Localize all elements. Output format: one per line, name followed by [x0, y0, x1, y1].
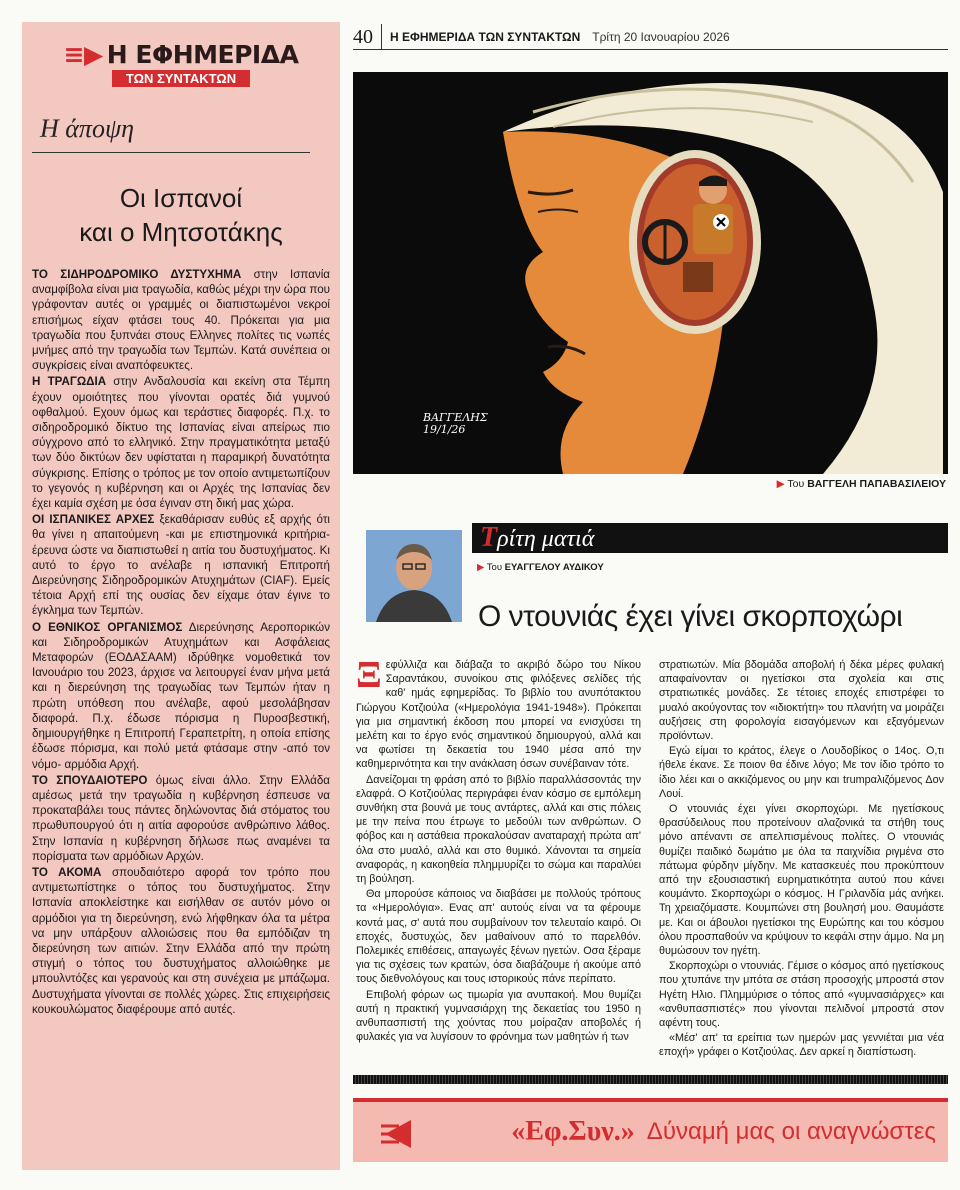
cartoon [353, 72, 948, 474]
opinion-paragraph [32, 773, 330, 864]
opinion-paragraph [32, 512, 330, 618]
paragraph-text: όμως είναι άλλο. Στην Ελλάδα αμέσως μετά την τραγωδία η κυβέρνηση έσπευσε να προκαταβάλει τους πάντες δηλώνοντας διά στόματος του πρωθυπουργού ότι η αιτία αφορούσε ανθρώπινο λάθος. Στην Ισπανία η κυβέρνηση δήλωσε πως αναμένει τα πορίσματα των αρμόδιων Αρχών. [32, 773, 330, 863]
page-number: 40 [353, 24, 382, 50]
paragraph-text: στην Ισπανία αναμφίβολα είναι μια τραγωδία, καθώς μέχρι την ώρα που γράφονταν αυτές οι γραμμές οι διαπιστωμένοι νεκροί επισήμως είχαν φτάσει τους 40. Πρόκειται για μια τραγωδία που ξυπνάει στους Ελληνες πολίτες τις νωπές μνήμες από την τραγωδία των Τεμπών. Κατά συνέπεια οι συγκρίσεις είναι αναπόφευκτες. [32, 268, 330, 373]
opinion-paragraph [32, 865, 330, 1017]
author-photo [366, 530, 462, 622]
paragraph-lead: ΤΟ ΣΠΟΥΔΑΙΟΤΕΡΟ [32, 773, 148, 787]
logo-mark-icon: ≡▶ [63, 40, 103, 69]
article-headline: Ο ντουνιάς έχει γίνει σκορποχώρι [478, 600, 903, 633]
opinion-title-line-1: Οι Ισπανοί [119, 183, 243, 213]
signature-name: ΒΑΓΓΕΛΗΣ [423, 411, 488, 424]
artist-signature [423, 412, 488, 436]
article-body [356, 654, 944, 1061]
opinion-paragraph [32, 374, 330, 511]
paragraph-lead: Ο ΕΘΝΙΚΟΣ ΟΡΓΑΝΙΣΜΟΣ [32, 620, 183, 634]
article-column-2 [659, 658, 944, 1061]
opinion-paragraph [32, 620, 330, 772]
column-name-initial: Τ [480, 522, 498, 553]
article-paragraph: Σκορποχώρι ο ντουνιάς. Γέμισε ο κόσμος από ηγετίσκους που χτυπάνε την μπότα σε στάση προσοχής μπροστά στον Ηγέτη Ηλιο. Πλημμύρισε ο τόπος από «γυμνασιάρχες» και «ανθυπασπιστές» που γίνονται πελιδνοί μπροστά στον αφέντη τους. [659, 960, 944, 1030]
section-label: Η άποψη [32, 94, 310, 153]
promo-mark-icon [381, 1116, 425, 1157]
page-header [353, 24, 948, 50]
cartoon-credit [777, 478, 946, 490]
paragraph-text: σπουδαιότερο αφορά τον τρόπο που αντιμετωπίστηκε ο τόπος του δυστυχήματος. Στην Ισπανία αποκλείστηκε και εισήλθαν σε αυτόν μόνο οι αρμόδιοι για τη διερεύνηση, ενώ λήφθηκαν όλα τα μέτρα να μην υπάρξουν αλλοιώσεις που θα εμπόδιζαν τη διερεύνηση των αιτιών. Στην Ελλάδα από την πρώτη στιγμή ο τόπος του δυστυχήματος αλλοιώθηκε με μπουλντόζες και γερανούς και στη συνέχεια με μπάζωμα. Δυστυχήματα γίνονται σε πολλές χώρες. Στις επιχειρήσεις κουκουλώματος διαφέρουμε από αυτές. [32, 865, 330, 1016]
author-portrait-icon [366, 530, 462, 622]
article-paragraph: στρατιωτών. Μία βδομάδα αποβολή ή δέκα μέρες φυλακή απαφαίνονταν οι ηγετίσκοι στα σχολεία και στις στρατιωτικές μονάδες. Σε τέτοιες εποχές επιστρέφει το μυαλό ακούγοντας τον «ιδιοκτήτη» του πλανήτη να μοιράζει αυξήσεις στη φορολογία εισαγόμενων και εξαγόμενων προϊόντων. [659, 659, 944, 743]
drop-cap: Ξ [356, 654, 382, 696]
opinion-body [32, 267, 330, 1017]
byline [477, 562, 604, 573]
credit-name: ΒΑΓΓΕΛΗ ΠΑΠΑΒΑΣΙΛΕΙΟΥ [807, 478, 946, 490]
credit-prefix: Του [787, 478, 808, 490]
promo-banner [353, 1098, 948, 1162]
article-paragraph: Ο ντουνιάς έχει γίνει σκορποχώρι. Με ηγετίσκους θρασύδειλους που προτείνουν αλαζονικά τα στήθη τους μόνο απέναντι σε απελπισμένους πολίτες. Ο ντουνιάς θυμίζει παιδικό δωμάτιο με όλα τα παιχνίδια ριγμένα στο πάτωμα φύρδην μίγδην. Με κατασκευές που προκύπτουν από την εξουσιαστική ευρηματικότητα αυτού που κάνει κουμάντο. Σκορποχώρι ο κόσμος. Η Γριλανδία μάς ανήκει. Τη χρειαζόμαστε. Κουμπώνει στη βουλησή μου. Θαυμάστε με. Και οι άβουλοι ηγετίσκοι της Ευρώπης και του κόσμου όλου προσπαθούν να κρύψουν το κεφάλι στην άμμο. Να μη θυμώσουν τον ηγέτη. [659, 803, 944, 958]
paragraph-text: ξεκαθάρισαν ευθύς εξ αρχής ότι θα γίνει η απαιτούμενη -και με επιστημονικά κριτήρια- έρευνα ώστε να διαπιστωθεί η αιτία του δυστυχήματος. Κι αυτό το έργο το ανέλαβε η ισπανική Επιτροπή Διερεύνησης Σιδηροδρομικών Ατυχημάτων (CIAF). Εμείς τέτοια Αρχή επί της ουσίας δεν είχαμε όταν έγινε το έγκλημα των Τεμπών. [32, 513, 330, 618]
paragraph-lead: ΟΙ ΙΣΠΑΝΙΚΕΣ ΑΡΧΕΣ [32, 513, 155, 527]
paper-name: Η ΕΦΗΜΕΡΙΔΑ ΤΩΝ ΣΥΝΤΑΚΤΩΝ [390, 29, 581, 44]
logo-name: Η ΕΦΗΜΕΡΙΔΑ [106, 40, 299, 69]
opinion-paragraph [32, 267, 330, 373]
divider-bar [353, 1075, 948, 1084]
byline-prefix: Του [486, 562, 505, 573]
signature-date: 19/1/26 [423, 423, 466, 436]
opinion-title [32, 181, 330, 249]
opinion-title-line-2: και ο Μητσοτάκης [79, 217, 283, 247]
article-paragraph: Εγώ είμαι το κράτος, έλεγε ο Λουδοβίκος ο 14ος. Ο,τι ήθελε έκανε. Σε ποιον θα έδινε λόγο; Με τον ίδιο τρόπο το ίδιο λέει και ο ακκιζόμενος ου μην και trumpαλιζόμενος Δον Λουί. [659, 745, 944, 800]
column-header [472, 523, 948, 553]
article-column-1 [356, 654, 641, 1061]
byline-name: ΕΥΑΓΓΕΛΟΥ ΑΥΔΙΚΟΥ [504, 562, 604, 573]
promo-slogan: Δύναμή μας οι αναγνώστες [646, 1118, 936, 1145]
article-paragraph: Θα μπορούσε κάποιος να διαβάσει με πολλούς τρόπους τα «Ημερολόγια». Ενας απ' αυτούς είναι να τα φέρουμε κοντά μας, σ' αυτά που συμβαίνουν τον τελευταίο καιρό. Οι εποχές, δυστυχώς, δεν μαθαίνουν από το παρελθόν. Πολεμικές επιθέσεις, απαγωγές ξένων ηγετών. Οσα ξέραμε για τις σχέσεις των κρατών, όσα διαβάζουμε ή ακούμε από τους διεθνολόγους και τους ιστορικούς πάνε περίπατο. [356, 888, 641, 986]
article-paragraph: Επιβολή φόρων ως τιμωρία για ανυπακοή. Μου θυμίζει αυτή η πρακτική γυμνασιάρχη της δεκαετίας του 1950 η ανθυπασπιστή της χούντας που μοίραζαν αποβολές ή φυλακές για να λυγίσουν το φρόνημα των μαθητών ή των [356, 988, 641, 1044]
paragraph-text: στην Ανδαλουσία και εκείνη στα Τέμπη έχουν ομοιότητες που γίνονται ορατές διά γυμνού οφθαλμού. Εχουν όμως και τεράστιες διαφορές. Π.χ. το σιδηροδρομικό δίκτυο της Ισπανίας είναι απείρως πιο σύγχρονο από το ελληνικό. Στην πραγματικότητα μεταξύ των δύο δικτύων δεν υφίσταται η παραμικρή δυνατότητα σύγκρισης. Επίσης ο τρόπος με τον οποίο αντιμετωπίζουν το γεγονός η κυβέρνηση και οι Αρχές της Ισπανίας δεν έχει καμία σχέση με όσα έγιναν στη δική μας χώρα. [32, 375, 330, 511]
column-name: ρίτη ματιά [497, 526, 595, 552]
promo-brand: «Εφ.Συν.» [511, 1116, 635, 1147]
paragraph-lead: Η ΤΡΑΓΩΔΙΑ [32, 375, 107, 389]
issue-date: Τρίτη 20 Ιανουαρίου 2026 [592, 29, 730, 44]
opinion-column [22, 22, 340, 1170]
credit-arrow-icon: ▶ [776, 478, 788, 490]
paragraph-lead: ΤΟ ΑΚΟΜΑ [32, 865, 102, 879]
article-paragraph [356, 654, 641, 772]
newspaper-logo [32, 22, 330, 94]
paragraph-lead: ΤΟ ΣΙΔΗΡΟΔΡΟΜΙΚΟ ΔΥΣΤΥΧΗΜΑ [32, 268, 242, 281]
byline-arrow-icon: ▶ [477, 562, 487, 573]
paragraph-text: Διερεύνησης Αεροπορικών και Σιδηροδρομικών Ατυχημάτων και Ασφάλειας Μεταφορών (ΕΟΔΑΣΑΑΜ) ιδρύθηκε νομοθετικά τον Ιανουάριο του 2023, άρχισε να λειτουργεί έναν μήνα μετά και η διερεύνηση της τραγωδίας των Τεμπών ήταν η πρώτη υπόθεση που ανέλαβε, αφού μεσολάβησαν διαφορά. Π.χ. έδωσε πόρισμα η Πυροσβεστική, δημιουργήθηκε η Επιτροπή Γεραπετρίτη, η οποία επίσης έδωσε πόρισμα, και πολύ μετά φτάσαμε στην -από τον νόμο- αρμόδια Αρχή. [32, 620, 330, 771]
logo-subtitle: ΤΩΝ ΣΥΝΤΑΚΤΩΝ [112, 70, 250, 87]
article-paragraph: Δανείζομαι τη φράση από το βιβλίο παραλλάσσοντάς την ελαφρά. Ο Κοτζιούλας περιγράφει έναν κόσμο σε εμπόλεμη συνθήκη στα βουνά με τους αντάρτες, αλλά και στις πόλεις με την πείνα που έτρωγε το μεδούλι των ανθρώπων. Ο φόβος και η αστάθεια προκαλούσαν αναταραχή πρώτα απ' όλα στο μυαλό, αλλά και στο θυμικό. Χάνονται τα σημεία αναφοράς, η κακοηθεία πλημμυρίζει το σώμα και παραλύει τη βούληση. [356, 773, 641, 886]
article-paragraph: «Μέσ' απ' τα ερείπια των ημερών μας γεννιέται μια νέα εποχή» γράφει ο Κοτζιούλας. Δεν αρκεί η διαπίστωση. [659, 1032, 944, 1059]
paragraph-text: εφύλλιζα και διάβαζα το ακριβό δώρο του Νίκου Σαραντάκου, συνοίκου στις φιλόξενες σελίδες τής καθ' ημάς εφημερίδας. Το βιβλίο του ανυπότακτου Γιώργου Κοτζιούλα («Ημερολόγια 1941-1948»). Πρόκειται για μια σημαντική έκδοση που μπορεί να ενισχύσει τη μελέτη και το έργο ενός σημαντικού δημιουργού, αλλά και να φωτίσει τη δεκαετία του 1940 μέσα από την καθημερινότητα και την ανάκλαση όσων συνέβαιναν τότε. [356, 659, 641, 771]
